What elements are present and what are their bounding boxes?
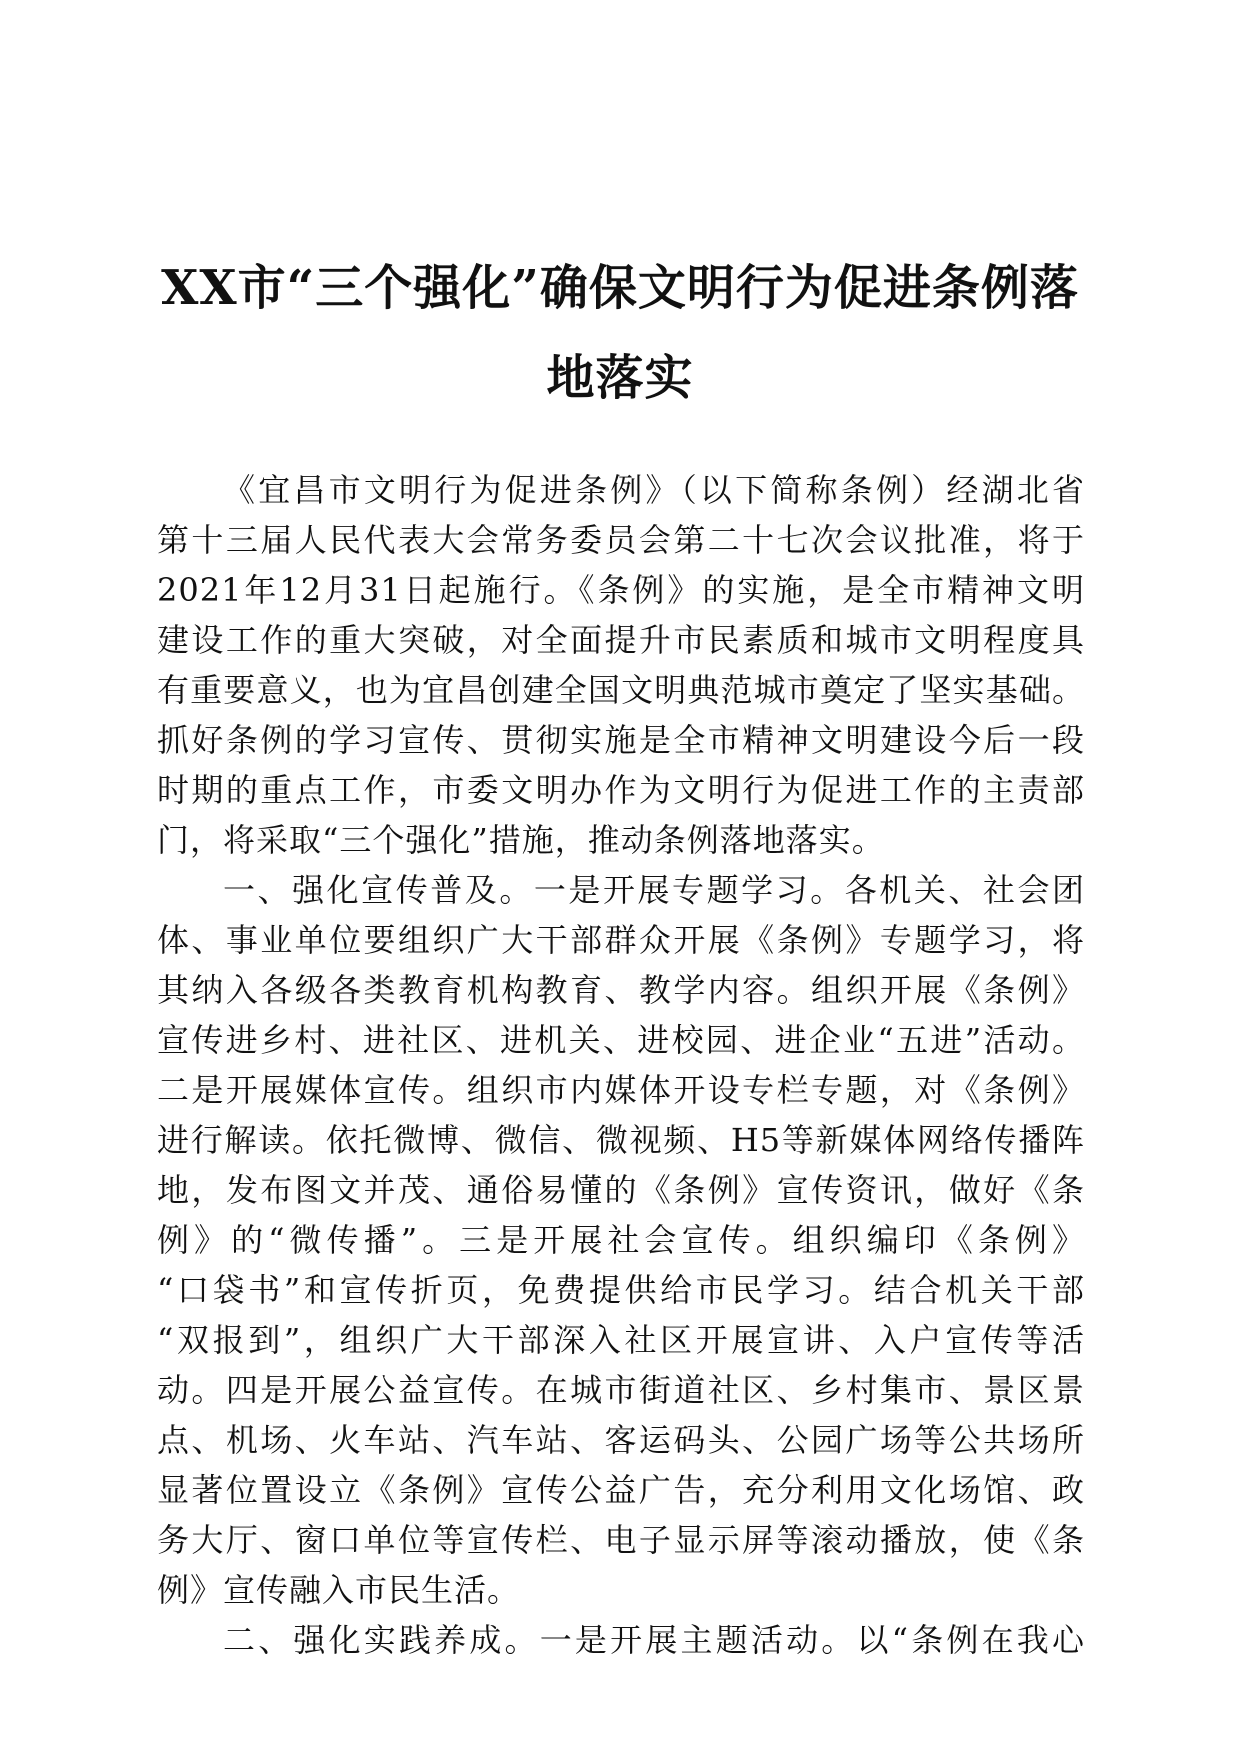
document-title-line-2: 地落实 <box>546 350 694 406</box>
body-line: 进行解读。依托微博、微信、微视频、H5等新媒体网络传播阵 <box>157 1121 1085 1159</box>
body-line: 二是开展媒体宣传。组织市内媒体开设专栏专题，对《条例》 <box>157 1071 1085 1109</box>
body-line: 建设工作的重大突破，对全面提升市民素质和城市文明程度具 <box>157 621 1085 659</box>
body-line: “口袋书”和宣传折页，免费提供给市民学习。结合机关干部 <box>157 1271 1085 1309</box>
body-line: “双报到”，组织广大干部深入社区开展宣讲、入户宣传等活 <box>157 1321 1085 1359</box>
body-line: 一、强化宣传普及。一是开展专题学习。各机关、社会团 <box>223 871 1085 909</box>
body-line: 门，将采取“三个强化”措施，推动条例落地落实。 <box>157 821 885 859</box>
body-line: 点、机场、火车站、汽车站、客运码头、公园广场等公共场所 <box>157 1421 1085 1459</box>
body-line: 2021年12月31日起施行。《条例》的实施，是全市精神文明 <box>157 571 1085 609</box>
body-line: 体、事业单位要组织广大干部群众开展《条例》专题学习，将 <box>157 921 1085 959</box>
body-line: 抓好条例的学习宣传、贯彻实施是全市精神文明建设今后一段 <box>157 721 1085 759</box>
body-line: 《宜昌市文明行为促进条例》（以下简称条例）经湖北省 <box>223 471 1085 509</box>
body-line: 显著位置设立《条例》宣传公益广告，充分利用文化场馆、政 <box>157 1471 1085 1509</box>
body-line: 例》的“微传播”。三是开展社会宣传。组织编印《条例》 <box>157 1221 1085 1259</box>
body-line: 有重要意义，也为宜昌创建全国文明典范城市奠定了坚实基础。 <box>157 671 1085 709</box>
body-line: 第十三届人民代表大会常务委员会第二十七次会议批准，将于 <box>157 521 1085 559</box>
body-line: 例》宣传融入市民生活。 <box>157 1571 521 1609</box>
body-line: 务大厅、窗口单位等宣传栏、电子显示屏等滚动播放，使《条 <box>157 1521 1085 1559</box>
document-title-line-1: XX市“三个强化”确保文明行为促进条例落 <box>161 260 1079 316</box>
body-line: 动。四是开展公益宣传。在城市街道社区、乡村集市、景区景 <box>157 1371 1085 1409</box>
body-line: 其纳入各级各类教育机构教育、教学内容。组织开展《条例》 <box>157 971 1085 1009</box>
body-line: 时期的重点工作，市委文明办作为文明行为促进工作的主责部 <box>157 771 1085 809</box>
body-line: 宣传进乡村、进社区、进机关、进校园、进企业“五进”活动。 <box>157 1021 1085 1059</box>
document-body <box>157 465 1085 1665</box>
body-line: 二、强化实践养成。一是开展主题活动。以“条例在我心 <box>223 1621 1085 1659</box>
body-line: 地，发布图文并茂、通俗易懂的《条例》宣传资讯，做好《条 <box>157 1171 1085 1209</box>
